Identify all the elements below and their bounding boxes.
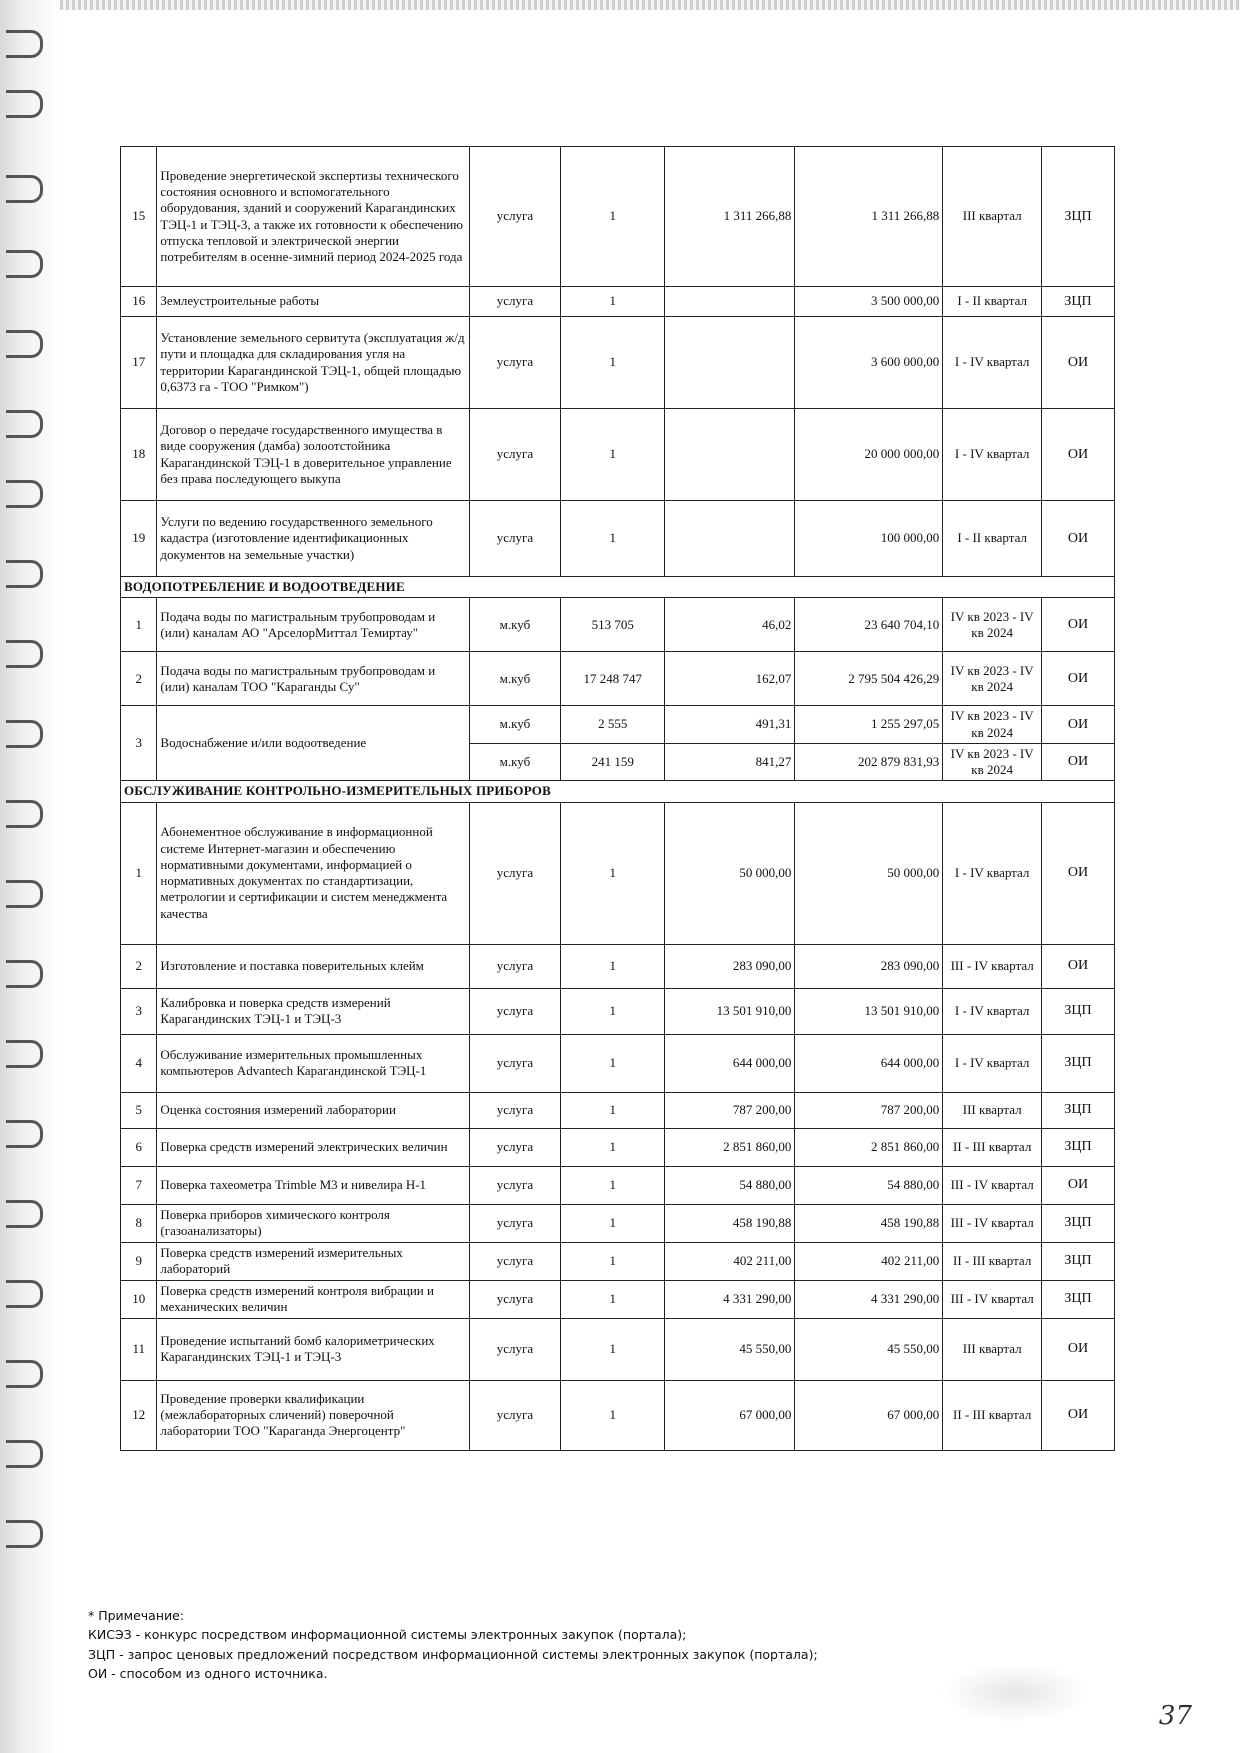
row-description: Договор о передаче государственного имущества в виде сооружения (дамба) золоотстойника Карагандинской ТЭЦ-1 в доверительное управление без права последующего выкупа: [157, 409, 469, 501]
table-row: [121, 802, 1115, 944]
note-oi: ОИ - способом из одного источника.: [88, 1666, 328, 1682]
row-method: ЗЦП: [1042, 1242, 1115, 1280]
row-unit: услуга: [469, 287, 561, 317]
table-row: [121, 287, 1115, 317]
row-quantity: 1: [561, 1242, 665, 1280]
row-method: ОИ: [1042, 1166, 1115, 1204]
row-price: [665, 287, 795, 317]
binder-ring: [6, 880, 43, 908]
row-number: 7: [121, 1166, 157, 1204]
row-number: 6: [121, 1128, 157, 1166]
row-unit: услуга: [469, 1092, 561, 1128]
row-quantity: 1: [561, 988, 665, 1034]
row-sum: 1 255 297,05: [795, 706, 943, 744]
row-sum: 458 190,88: [795, 1204, 943, 1242]
binder-ring: [6, 1120, 43, 1148]
row-method: ЗЦП: [1042, 988, 1115, 1034]
row-sum: 50 000,00: [795, 802, 943, 944]
row-unit: услуга: [469, 1280, 561, 1318]
table-row: [121, 409, 1115, 501]
binder-ring: [6, 90, 43, 118]
table-row: [121, 598, 1115, 652]
row-description: Поверка средств измерений измерительных лабораторий: [157, 1242, 469, 1280]
table-row: [121, 1318, 1115, 1380]
row-price: 283 090,00: [665, 944, 795, 988]
binder-ring: [6, 560, 43, 588]
row-number: 18: [121, 409, 157, 501]
row-period: I - IV квартал: [943, 409, 1042, 501]
row-description: Поверка средств измерений контроля вибрации и механических величин: [157, 1280, 469, 1318]
row-unit: услуга: [469, 409, 561, 501]
note-kisez: КИСЭЗ - конкурс посредством информационной системы электронных закупок (портала);: [88, 1627, 687, 1643]
row-number: 9: [121, 1242, 157, 1280]
row-period: II - III квартал: [943, 1128, 1042, 1166]
binder-ring: [6, 640, 43, 668]
row-description: Землеустроительные работы: [157, 287, 469, 317]
page-number: 37: [1158, 1701, 1192, 1731]
row-quantity: 1: [561, 1380, 665, 1450]
row-unit: м.куб: [469, 743, 561, 781]
row-method: ОИ: [1042, 1380, 1115, 1450]
section-row: [121, 577, 1115, 598]
row-quantity: 2 555: [561, 706, 665, 744]
row-unit: услуга: [469, 317, 561, 409]
row-number: 1: [121, 598, 157, 652]
row-price: 162,07: [665, 652, 795, 706]
row-method: ЗЦП: [1042, 1204, 1115, 1242]
row-price: [665, 317, 795, 409]
row-sum: 787 200,00: [795, 1092, 943, 1128]
row-period: II - III квартал: [943, 1380, 1042, 1450]
row-period: II - III квартал: [943, 1242, 1042, 1280]
table-row: [121, 706, 1115, 744]
row-description: Абонементное обслуживание в информационной системе Интернет-магазин и обеспечению нормативными документами, информацией о нормативных документах по стандартизации, метрологии и сертификации и систем менеджмента качества: [157, 802, 469, 944]
row-price: [665, 409, 795, 501]
row-quantity: 1: [561, 1166, 665, 1204]
binder-ring: [6, 1040, 43, 1068]
row-period: III квартал: [943, 1318, 1042, 1380]
row-method: ОИ: [1042, 409, 1115, 501]
row-sum: 3 600 000,00: [795, 317, 943, 409]
row-description: Оценка состояния измерений лаборатории: [157, 1092, 469, 1128]
row-unit: услуга: [469, 147, 561, 287]
binder-ring: [6, 1360, 43, 1388]
row-method: ОИ: [1042, 706, 1115, 744]
row-description: Поверка средств измерений электрических величин: [157, 1128, 469, 1166]
binder-ring: [6, 1440, 43, 1468]
row-number: 8: [121, 1204, 157, 1242]
row-method: ОИ: [1042, 743, 1115, 781]
binder-ring: [6, 1200, 43, 1228]
row-price: 13 501 910,00: [665, 988, 795, 1034]
row-sum: 20 000 000,00: [795, 409, 943, 501]
row-quantity: 1: [561, 944, 665, 988]
row-price: 787 200,00: [665, 1092, 795, 1128]
table-row: [121, 1280, 1115, 1318]
row-method: ЗЦП: [1042, 1280, 1115, 1318]
row-description: Поверка тахеометра Trimble M3 и нивелира Н-1: [157, 1166, 469, 1204]
row-unit: услуга: [469, 988, 561, 1034]
row-price: 45 550,00: [665, 1318, 795, 1380]
table-row: [121, 988, 1115, 1034]
row-number: 4: [121, 1034, 157, 1092]
table-row: [121, 1034, 1115, 1092]
row-number: 12: [121, 1380, 157, 1450]
table-row: [121, 652, 1115, 706]
row-method: ОИ: [1042, 944, 1115, 988]
row-method: ЗЦП: [1042, 1034, 1115, 1092]
row-period: I - II квартал: [943, 501, 1042, 577]
row-unit: услуга: [469, 1380, 561, 1450]
row-quantity: 1: [561, 409, 665, 501]
row-description: Изготовление и поставка поверительных клейм: [157, 944, 469, 988]
row-number: 11: [121, 1318, 157, 1380]
faint-stamp: [940, 1663, 1090, 1723]
row-sum: 13 501 910,00: [795, 988, 943, 1034]
row-period: IV кв 2023 - IV кв 2024: [943, 706, 1042, 744]
row-method: ОИ: [1042, 501, 1115, 577]
row-price: 2 851 860,00: [665, 1128, 795, 1166]
row-unit: услуга: [469, 1318, 561, 1380]
row-period: I - IV квартал: [943, 802, 1042, 944]
row-method: ЗЦП: [1042, 1128, 1115, 1166]
binder-ring: [6, 800, 43, 828]
binder-ring: [6, 410, 43, 438]
procurement-table: [120, 146, 1115, 1451]
row-period: IV кв 2023 - IV кв 2024: [943, 743, 1042, 781]
row-method: ОИ: [1042, 317, 1115, 409]
row-period: III - IV квартал: [943, 1166, 1042, 1204]
row-description: Проведение испытаний бомб калориметрических Карагандинских ТЭЦ-1 и ТЭЦ-3: [157, 1318, 469, 1380]
section-row: [121, 781, 1115, 802]
table-row: [121, 1242, 1115, 1280]
row-quantity: 1: [561, 287, 665, 317]
table-row: [121, 1166, 1115, 1204]
row-unit: услуга: [469, 1204, 561, 1242]
table-row: [121, 1204, 1115, 1242]
row-quantity: 1: [561, 1092, 665, 1128]
row-description: Водоснабжение и/или водоотведение: [157, 706, 469, 781]
row-number: 2: [121, 944, 157, 988]
row-sum: 283 090,00: [795, 944, 943, 988]
row-quantity: 1: [561, 1318, 665, 1380]
binder-ring: [6, 30, 43, 58]
row-quantity: 241 159: [561, 743, 665, 781]
row-number: 3: [121, 988, 157, 1034]
row-quantity: 1: [561, 317, 665, 409]
row-price: 841,27: [665, 743, 795, 781]
row-period: III квартал: [943, 1092, 1042, 1128]
row-quantity: 1: [561, 501, 665, 577]
row-number: 19: [121, 501, 157, 577]
row-number: 5: [121, 1092, 157, 1128]
row-unit: услуга: [469, 1242, 561, 1280]
table-row: [121, 317, 1115, 409]
row-sum: 45 550,00: [795, 1318, 943, 1380]
row-sum: 67 000,00: [795, 1380, 943, 1450]
binder-ring: [6, 1520, 43, 1548]
row-quantity: 1: [561, 802, 665, 944]
row-sum: 644 000,00: [795, 1034, 943, 1092]
row-unit: м.куб: [469, 652, 561, 706]
row-description: Калибровка и поверка средств измерений Карагандинских ТЭЦ-1 и ТЭЦ-3: [157, 988, 469, 1034]
row-period: I - IV квартал: [943, 988, 1042, 1034]
note-zcp: ЗЦП - запрос ценовых предложений посредством информационной системы электронных закупок (портала);: [88, 1646, 818, 1662]
row-quantity: 17 248 747: [561, 652, 665, 706]
row-period: I - II квартал: [943, 287, 1042, 317]
table-row: [121, 1128, 1115, 1166]
row-method: ЗЦП: [1042, 287, 1115, 317]
row-unit: услуга: [469, 1166, 561, 1204]
row-description: Установление земельного сервитута (эксплуатация ж/д пути и площадка для складирования угля на территории Карагандинской ТЭЦ-1, общей площадью 0,6373 га - ТОО "Римком"): [157, 317, 469, 409]
row-sum: 1 311 266,88: [795, 147, 943, 287]
row-description: Поверка приборов химического контроля (газоанализаторы): [157, 1204, 469, 1242]
row-sum: 3 500 000,00: [795, 287, 943, 317]
row-quantity: 1: [561, 1204, 665, 1242]
row-method: ОИ: [1042, 802, 1115, 944]
row-price: 458 190,88: [665, 1204, 795, 1242]
row-number: 3: [121, 706, 157, 781]
notes-block: [88, 1606, 818, 1684]
row-sum: 54 880,00: [795, 1166, 943, 1204]
row-unit: услуга: [469, 802, 561, 944]
notes-title: * Примечание:: [88, 1608, 185, 1623]
row-sum: 4 331 290,00: [795, 1280, 943, 1318]
row-period: III - IV квартал: [943, 1280, 1042, 1318]
row-price: 1 311 266,88: [665, 147, 795, 287]
row-unit: м.куб: [469, 706, 561, 744]
row-description: Обслуживание измерительных промышленных компьютеров Advantech Карагандинской ТЭЦ-1: [157, 1034, 469, 1092]
row-quantity: 1: [561, 1280, 665, 1318]
row-price: 50 000,00: [665, 802, 795, 944]
row-method: ОИ: [1042, 652, 1115, 706]
binder-ring: [6, 250, 43, 278]
binder-ring: [6, 1280, 43, 1308]
row-sum: 2 851 860,00: [795, 1128, 943, 1166]
section-title-water: ВОДОПОТРЕБЛЕНИЕ И ВОДООТВЕДЕНИЕ: [121, 577, 1115, 598]
table-body: [121, 147, 1115, 1451]
row-number: 17: [121, 317, 157, 409]
binder-ring: [6, 480, 43, 508]
section-title-kip: ОБСЛУЖИВАНИЕ КОНТРОЛЬНО-ИЗМЕРИТЕЛЬНЫХ ПРИБОРОВ: [121, 781, 1115, 802]
row-quantity: 1: [561, 1034, 665, 1092]
row-price: 67 000,00: [665, 1380, 795, 1450]
table-row: [121, 147, 1115, 287]
row-price: 4 331 290,00: [665, 1280, 795, 1318]
row-unit: услуга: [469, 944, 561, 988]
row-method: ЗЦП: [1042, 1092, 1115, 1128]
row-period: III - IV квартал: [943, 944, 1042, 988]
row-description: Проведение энергетической экспертизы технического состояния основного и вспомогательного оборудования, зданий и сооружений Карагандинских ТЭЦ-1 и ТЭЦ-3, а также их готовности к обеспечению отпуска тепловой и электрической энергии потребителям в осенне-зимний период 2024-2025 года: [157, 147, 469, 287]
row-quantity: 1: [561, 147, 665, 287]
row-method: ЗЦП: [1042, 147, 1115, 287]
table-row: [121, 501, 1115, 577]
row-period: III квартал: [943, 147, 1042, 287]
row-period: I - IV квартал: [943, 317, 1042, 409]
row-quantity: 513 705: [561, 598, 665, 652]
row-unit: услуга: [469, 501, 561, 577]
row-number: 16: [121, 287, 157, 317]
row-period: III - IV квартал: [943, 1204, 1042, 1242]
row-description: Подача воды по магистральным трубопроводам и (или) каналам АО "АрселорМиттал Темиртау": [157, 598, 469, 652]
row-sum: 402 211,00: [795, 1242, 943, 1280]
row-number: 15: [121, 147, 157, 287]
row-number: 2: [121, 652, 157, 706]
table-row: [121, 1380, 1115, 1450]
row-period: I - IV квартал: [943, 1034, 1042, 1092]
binder-ring: [6, 720, 43, 748]
row-price: 644 000,00: [665, 1034, 795, 1092]
table-row: [121, 944, 1115, 988]
row-period: IV кв 2023 - IV кв 2024: [943, 598, 1042, 652]
row-unit: м.куб: [469, 598, 561, 652]
binder-ring: [6, 960, 43, 988]
row-description: Услуги по ведению государственного земельного кадастра (изготовление идентификационных документов на земельные участки): [157, 501, 469, 577]
row-price: 46,02: [665, 598, 795, 652]
row-sum: 2 795 504 426,29: [795, 652, 943, 706]
row-description: Подача воды по магистральным трубопроводам и (или) каналам ТОО "Караганды Су": [157, 652, 469, 706]
row-sum: 202 879 831,93: [795, 743, 943, 781]
row-sum: 23 640 704,10: [795, 598, 943, 652]
row-quantity: 1: [561, 1128, 665, 1166]
row-unit: услуга: [469, 1128, 561, 1166]
row-description: Проведение проверки квалификации (межлабораторных сличений) поверочной лаборатории ТОО "Караганда Энергоцентр": [157, 1380, 469, 1450]
scan-top-edge: [0, 0, 1240, 10]
row-period: IV кв 2023 - IV кв 2024: [943, 652, 1042, 706]
row-sum: 100 000,00: [795, 501, 943, 577]
row-number: 1: [121, 802, 157, 944]
row-price: [665, 501, 795, 577]
table-row: [121, 1092, 1115, 1128]
binder-ring: [6, 330, 43, 358]
row-method: ОИ: [1042, 1318, 1115, 1380]
row-price: 402 211,00: [665, 1242, 795, 1280]
row-unit: услуга: [469, 1034, 561, 1092]
row-number: 10: [121, 1280, 157, 1318]
row-price: 54 880,00: [665, 1166, 795, 1204]
binder-ring: [6, 175, 43, 203]
row-price: 491,31: [665, 706, 795, 744]
row-method: ОИ: [1042, 598, 1115, 652]
